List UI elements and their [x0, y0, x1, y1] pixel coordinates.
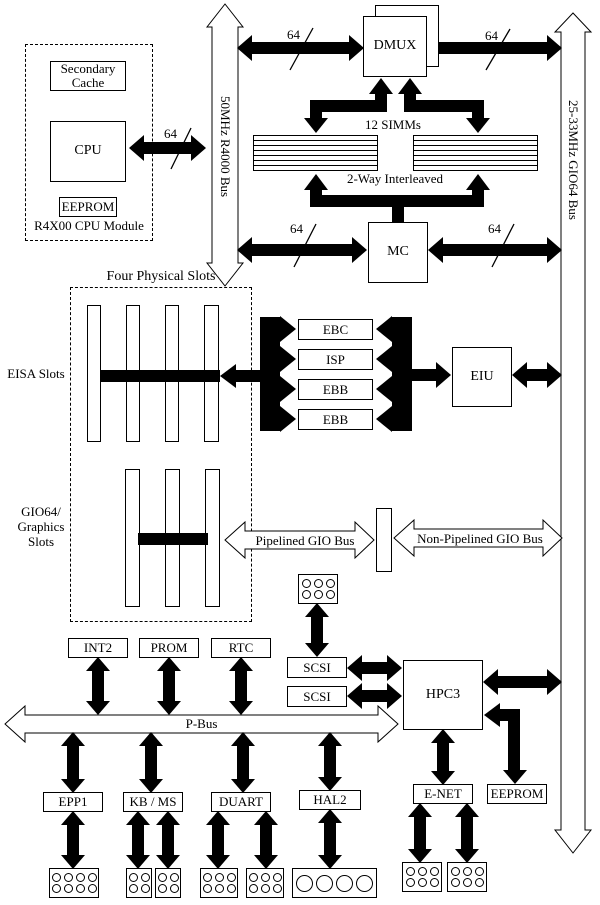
- arrow-hpc3-gio64: [483, 669, 562, 695]
- dmux-left-elbow: [369, 78, 393, 94]
- cpu-box: CPU: [50, 121, 126, 182]
- eisa-right-branch: [412, 369, 438, 381]
- epp1-port-connector: [49, 868, 99, 898]
- arrow-hal2-port: [318, 809, 342, 869]
- eisa-bus-arrow: [236, 370, 262, 382]
- p-bus-label: P-Bus: [185, 716, 218, 731]
- hpc3-eeprom-elbow: [484, 703, 500, 727]
- dmux-left-elbow: [310, 100, 322, 119]
- arrow-pbus-kbms: [139, 732, 163, 793]
- pipelined-gio-label: Pipelined GIO Bus: [255, 533, 355, 548]
- arrow-r4000-mc: [237, 237, 367, 263]
- hal2-port-connector: [292, 868, 377, 898]
- prom-box: PROM: [139, 638, 199, 658]
- dmux-left-elbow: [304, 118, 328, 133]
- eisa-left-branch: [280, 316, 296, 342]
- simm-bank-right: [413, 135, 538, 171]
- arrow-enet-port2: [455, 803, 479, 863]
- int2-box: INT2: [68, 638, 128, 658]
- arrow-duart-port1: [206, 811, 230, 869]
- arrow-int2-pbus: [86, 657, 110, 715]
- hpc3-box: HPC3: [403, 660, 483, 730]
- gio-slot-bus-bar: [138, 533, 208, 545]
- mc-simm-branch: [392, 207, 404, 223]
- arrow-enet-port1: [408, 803, 432, 863]
- io-eeprom-box: EEPROM: [487, 784, 547, 804]
- simms-caption: 12 SIMMs: [365, 117, 421, 132]
- enet-port-connector-2: [447, 862, 487, 892]
- eisa-slot-bus-bar: [100, 370, 220, 382]
- arrow-ms-port: [156, 811, 180, 869]
- arrow-rtc-pbus: [229, 657, 253, 715]
- enet-port-connector-1: [402, 862, 442, 892]
- scsi-box-1: SCSI: [287, 657, 347, 678]
- eisa-right-branch: [376, 376, 392, 402]
- isp-box: ISP: [298, 349, 373, 370]
- gio64-bus-label: 25-33MHz GIO64 Bus: [566, 100, 581, 220]
- ebb-box-2: EBB: [298, 409, 373, 430]
- scsi-port-connector: [298, 574, 338, 604]
- hal2-box: HAL2: [299, 790, 361, 810]
- arrow-epp1-port: [61, 811, 85, 869]
- width-label-mc-right: 64: [488, 221, 501, 236]
- dmux-right-elbow: [466, 118, 490, 133]
- dmux-right-elbow: [472, 100, 484, 119]
- eisa-slot-1: [87, 305, 101, 442]
- gio-bus-buffer: [376, 508, 392, 572]
- cpu-module-caption: R4X00 CPU Module: [34, 218, 144, 233]
- width-label-dmux-right: 64: [485, 28, 498, 43]
- ebb-box-1: EBB: [298, 379, 373, 400]
- hpc3-eeprom-elbow: [508, 709, 520, 771]
- non-pipelined-gio-label: Non-Pipelined GIO Bus: [417, 531, 543, 546]
- eisa-left-branch: [280, 376, 296, 402]
- mc-box: MC: [368, 222, 428, 283]
- epp1-box: EPP1: [43, 792, 103, 812]
- interleave-caption: 2-Way Interleaved: [346, 171, 444, 186]
- duart-box: DUART: [211, 792, 271, 812]
- duart-port-connector-1: [200, 868, 238, 898]
- kb-ms-box: KB / MS: [123, 792, 183, 812]
- dmux-box: DMUX: [363, 16, 427, 77]
- arrow-r4000-dmux: [237, 35, 364, 61]
- eisa-slots-label: EISA Slots: [7, 366, 65, 381]
- simm-bank-left: [253, 135, 378, 171]
- arrow-scsi1-hpc3: [347, 655, 402, 681]
- width-label-cpu: 64: [164, 126, 177, 141]
- arrow-pbus-hal2: [318, 732, 342, 791]
- secondary-cache-box: Secondary Cache: [50, 61, 126, 91]
- eisa-right-branch: [436, 362, 451, 388]
- ebc-box: EBC: [298, 319, 373, 340]
- arrow-pbus-duart: [231, 732, 255, 793]
- arrow-kb-port: [126, 811, 150, 869]
- arrow-mc-gio64: [428, 237, 562, 263]
- arrow-eiu-gio64: [512, 362, 562, 388]
- duart-port-connector-2: [246, 868, 284, 898]
- eisa-left-branch: [280, 346, 296, 372]
- arrow-port-scsi: [305, 603, 329, 657]
- four-physical-slots-caption: Four Physical Slots: [106, 269, 216, 284]
- eisa-right-branch: [376, 316, 392, 342]
- rtc-box: RTC: [211, 638, 271, 658]
- enet-box: E-NET: [413, 784, 473, 804]
- arrow-scsi2-hpc3: [347, 683, 402, 709]
- eisa-left-branch: [260, 317, 280, 431]
- mc-simm-branch: [310, 195, 484, 207]
- eisa-right-branch: [392, 317, 412, 431]
- arrow-hpc3-enet: [431, 729, 455, 785]
- eisa-right-branch: [376, 346, 392, 372]
- width-label-mc-left: 64: [290, 221, 303, 236]
- cpu-eeprom-box: EEPROM: [59, 197, 117, 217]
- dmux-right-elbow: [398, 78, 422, 94]
- ms-port-connector: [155, 868, 181, 898]
- eisa-left-branch: [280, 406, 296, 432]
- eisa-bus-arrow: [220, 364, 236, 388]
- r4000-bus-label: 50MHz R4000 Bus: [218, 96, 233, 198]
- arrow-duart-port2: [254, 811, 278, 869]
- width-label-dmux-left: 64: [287, 27, 300, 42]
- arrow-pbus-epp1: [61, 732, 85, 793]
- gio-slots-label: GIO64/ Graphics Slots: [17, 504, 65, 549]
- hpc3-eeprom-elbow: [503, 770, 527, 784]
- arrow-prom-pbus: [157, 657, 181, 715]
- scsi-box-2: SCSI: [287, 686, 347, 707]
- kb-port-connector: [126, 868, 152, 898]
- eisa-right-branch: [376, 406, 392, 432]
- eiu-box: EIU: [452, 347, 512, 407]
